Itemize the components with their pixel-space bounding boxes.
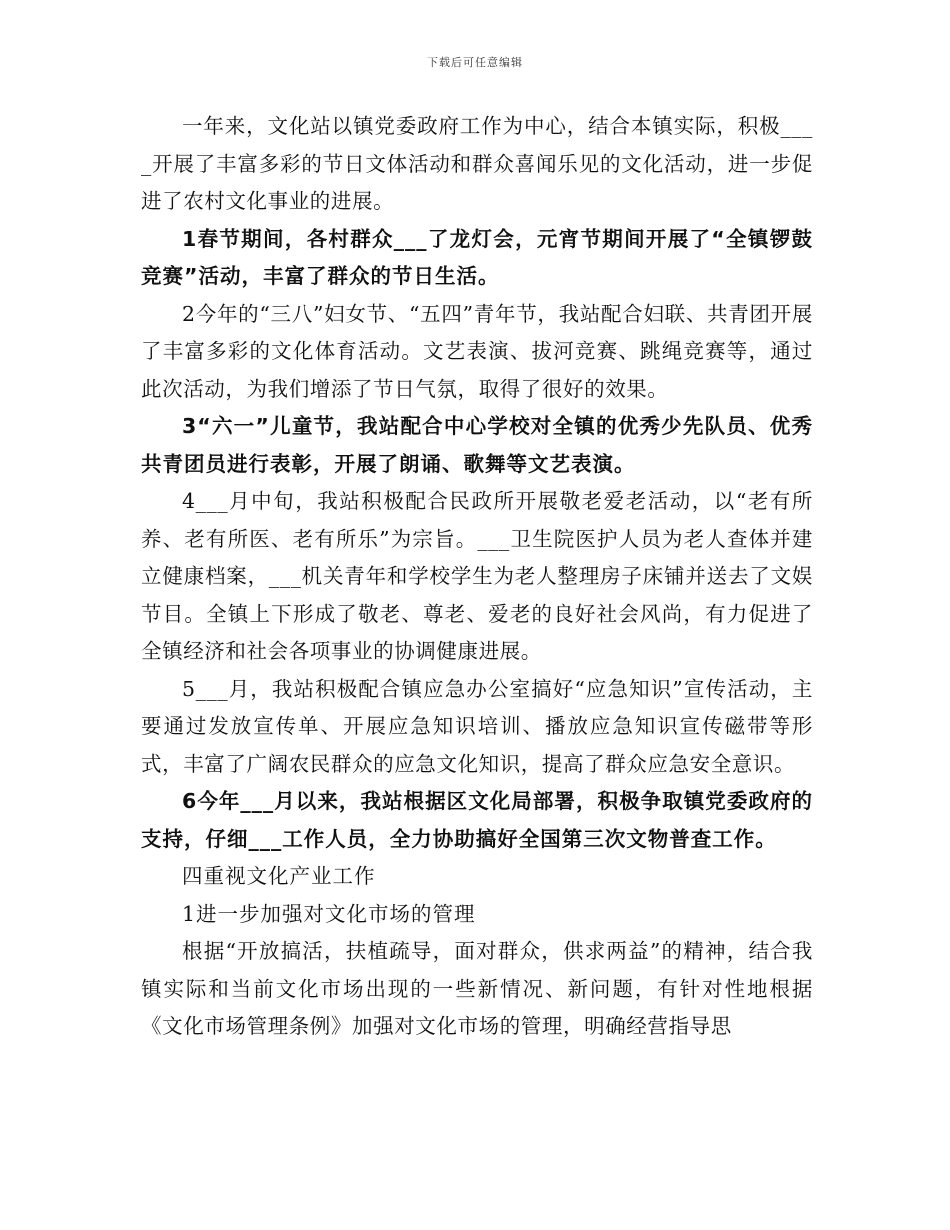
paragraph-item-4-elderly-care: 4___月中旬，我站积极配合民政所开展敬老爱老活动，以“老有所养、老有所医、老有所乐”为宗旨。___卫生院医护人员为老人查体并建立健康档案，___机关青年和学校学生为老人整理房子床铺并送去了文娱节目。全镇上下形成了敬老、尊老、爱老的良好社会风尚，有力促进了全镇经济和社会各项事业的协调健康进展。 bbox=[141, 489, 813, 663]
paragraph-item-1-spring-festival: 1春节期间，各村群众___了龙灯会，元宵节期间开展了“全镇锣鼓竞赛”活动，丰富了群众的节日生活。 bbox=[141, 226, 813, 288]
paragraph-item-3-childrens-day: 3“六一”儿童节，我站配合中心学校对全镇的优秀少先队员、优秀共青团员进行表彰，开展了朗诵、歌舞等文艺表演。 bbox=[141, 414, 813, 476]
paragraph-item-6-relic-survey: 6今年___月以来，我站根据区文化局部署，积极争取镇党委政府的支持，仔细___工作人员，全力协助搞好全国第三次文物普查工作。 bbox=[141, 789, 813, 851]
section-heading-cultural-industry: 四重视文化产业工作 bbox=[182, 864, 376, 888]
paragraph-intro: 一年来，文化站以镇党委政府工作为中心，结合本镇实际，积极____开展了丰富多彩的节日文体活动和群众喜闻乐见的文化活动，进一步促进了农村文化事业的进展。 bbox=[141, 114, 813, 213]
page-header-note: 下载后可任意编辑 bbox=[427, 56, 523, 69]
paragraph-item-2-womens-youth-day: 2今年的“三八”妇女节、“五四”青年节，我站配合妇联、共青团开展了丰富多彩的文化体育活动。文艺表演、拔河竞赛、跳绳竞赛等，通过此次活动，为我们增添了节日气氛，取得了很好的效果。 bbox=[141, 301, 813, 401]
paragraph-item-5-emergency-knowledge: 5___月，我站积极配合镇应急办公室搞好“应急知识”宣传活动，主要通过发放宣传单、开展应急知识培训、播放应急知识宣传磁带等形式，丰富了广阔农民群众的应急文化知识，提高了群众应急安全意识。 bbox=[141, 676, 813, 776]
paragraph-market-management: 根据“开放搞活，扶植疏导，面对群众，供求两益”的精神，结合我镇实际和当前文化市场出现的一些新情况、新问题，有针对性地根据《文化市场管理条例》加强对文化市场的管理，明确经营指导思 bbox=[141, 939, 813, 1038]
subsection-heading-market-management: 1进一步加强对文化市场的管理 bbox=[182, 901, 476, 926]
document-body bbox=[141, 108, 813, 1046]
